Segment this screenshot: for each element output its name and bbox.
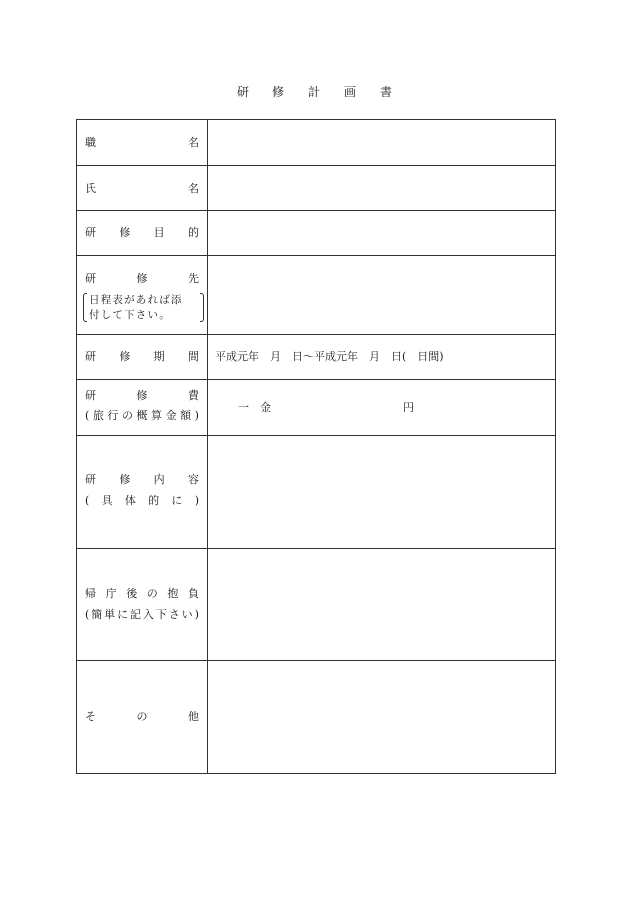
row-position xyxy=(77,120,555,166)
row-training-destination xyxy=(77,256,555,335)
row-other xyxy=(77,661,555,773)
document-title xyxy=(0,83,630,101)
title-char: 修 xyxy=(272,85,285,99)
label-training-cost: 研 修 費 xyxy=(85,389,199,402)
training-period-field[interactable] xyxy=(208,335,555,379)
training-destination-field[interactable] xyxy=(208,256,555,334)
label-aspirations-sub: ( 簡 単 に 記 入 下 さ い ) xyxy=(85,608,199,621)
left-bracket xyxy=(83,293,87,322)
name-field[interactable] xyxy=(208,166,555,210)
row-training-cost xyxy=(77,380,555,436)
aspirations-field[interactable] xyxy=(208,549,555,660)
label-cell-training-cost xyxy=(77,380,208,435)
label-aspirations: 帰 庁 後 の 抱 負 xyxy=(85,587,199,600)
label-cell-training-purpose xyxy=(77,211,208,255)
row-name xyxy=(77,166,555,211)
label-name: 氏 名 xyxy=(85,182,199,195)
label-cell-name xyxy=(77,166,208,210)
title-char: 画 xyxy=(344,85,357,99)
row-training-content xyxy=(77,436,555,549)
label-training-destination: 研 修 先 xyxy=(85,272,199,285)
title-char: 計 xyxy=(308,85,321,99)
amount-prefix: 一 金 xyxy=(238,401,271,414)
label-training-purpose: 研 修 目 的 xyxy=(85,226,199,239)
label-cell-training-period xyxy=(77,335,208,379)
schedule-attachment-note xyxy=(83,293,204,323)
label-training-content: 研 修 内 容 xyxy=(85,473,199,486)
right-bracket xyxy=(200,293,204,322)
label-training-cost-sub: ( 旅 行 の 概 算 金 額 ) xyxy=(85,409,199,422)
label-training-content-sub: ( 具 体 的 に ) xyxy=(85,494,199,507)
training-content-field[interactable] xyxy=(208,436,555,548)
row-training-purpose xyxy=(77,211,555,256)
note-line: 日程表があれば添 xyxy=(89,294,183,306)
label-other: そ の 他 xyxy=(85,710,199,723)
other-field[interactable] xyxy=(208,661,555,773)
label-position: 職 名 xyxy=(85,136,199,149)
training-cost-field[interactable] xyxy=(208,380,555,435)
label-cell-aspirations xyxy=(77,549,208,660)
training-period-template: 平成元年 月 日〜平成元年 月 日( 日間) xyxy=(215,350,444,363)
label-cell-other xyxy=(77,661,208,773)
label-cell-training-content xyxy=(77,436,208,548)
row-training-period xyxy=(77,335,555,380)
label-cell-training-destination xyxy=(77,256,208,334)
training-plan-form xyxy=(76,119,556,774)
note-line: 付して下さい。 xyxy=(89,309,171,321)
training-purpose-field[interactable] xyxy=(208,211,555,255)
position-field[interactable] xyxy=(208,120,555,165)
label-training-period: 研 修 期 間 xyxy=(85,350,199,363)
label-cell-position xyxy=(77,120,208,165)
row-aspirations xyxy=(77,549,555,661)
title-char: 研 xyxy=(237,85,250,99)
title-char: 書 xyxy=(380,85,393,99)
yen-unit: 円 xyxy=(403,401,414,414)
